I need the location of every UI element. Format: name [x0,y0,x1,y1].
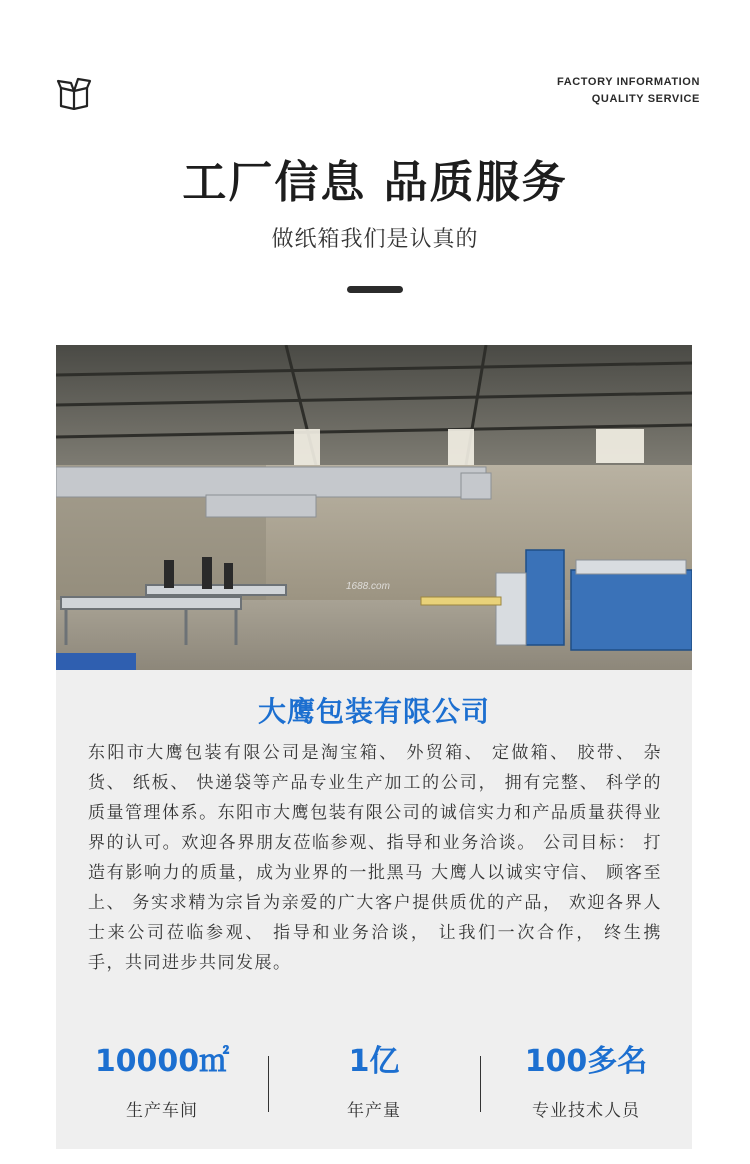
stat-workshop [56,1042,268,1122]
title-divider [347,286,403,293]
company-name: 大鹰包装有限公司 [257,695,490,728]
page-title: 工厂信息 品质服务 [182,157,568,208]
factory-photo [56,345,692,670]
company-description: 东阳市大鹰包装有限公司是淘宝箱、 外贸箱、 定做箱、 胶带、 杂货、 纸板、 快递袋等产品专业生产加工的公司， 拥有完整、 科学的质量管理体系。东阳市大鹰包装有限公司的诚信实力和产品质量获得业界的认可。欢迎各界朋友莅临参观、指导和业务洽谈。 公司目标： 打造有影响力的质量，成为业界的一批黑马 大鹰人以诚实守信、 顾客至上、 务实求精为宗旨为亲爱的广大客户提供质优的产品， 欢迎各界人士来公司莅临参观、 指导和业务洽谈， 让我们一次合作， 终生携手，共同进步共同发展。 [88,743,662,973]
open-box-icon [56,76,92,110]
company-card [56,670,692,1149]
top-bar [0,72,750,112]
stat-value: 1亿 [348,1044,400,1079]
tagline-line-1: FACTORY INFORMATION [557,76,700,88]
stat-value: 100多名 [524,1044,648,1079]
stat-value: 10000㎡ [94,1044,230,1079]
english-tagline [557,74,700,108]
stat-label: 年产量 [347,1101,401,1121]
photo-watermark: 1688.com [346,581,390,592]
stat-label: 专业技术人员 [532,1101,640,1121]
page-subtitle: 做纸箱我们是认真的 [271,227,479,252]
stat-annual-output [268,1042,480,1122]
tagline-line-2: QUALITY SERVICE [591,93,700,105]
stat-label: 生产车间 [126,1101,198,1121]
stat-technicians [480,1042,692,1122]
company-stats [56,1042,692,1122]
